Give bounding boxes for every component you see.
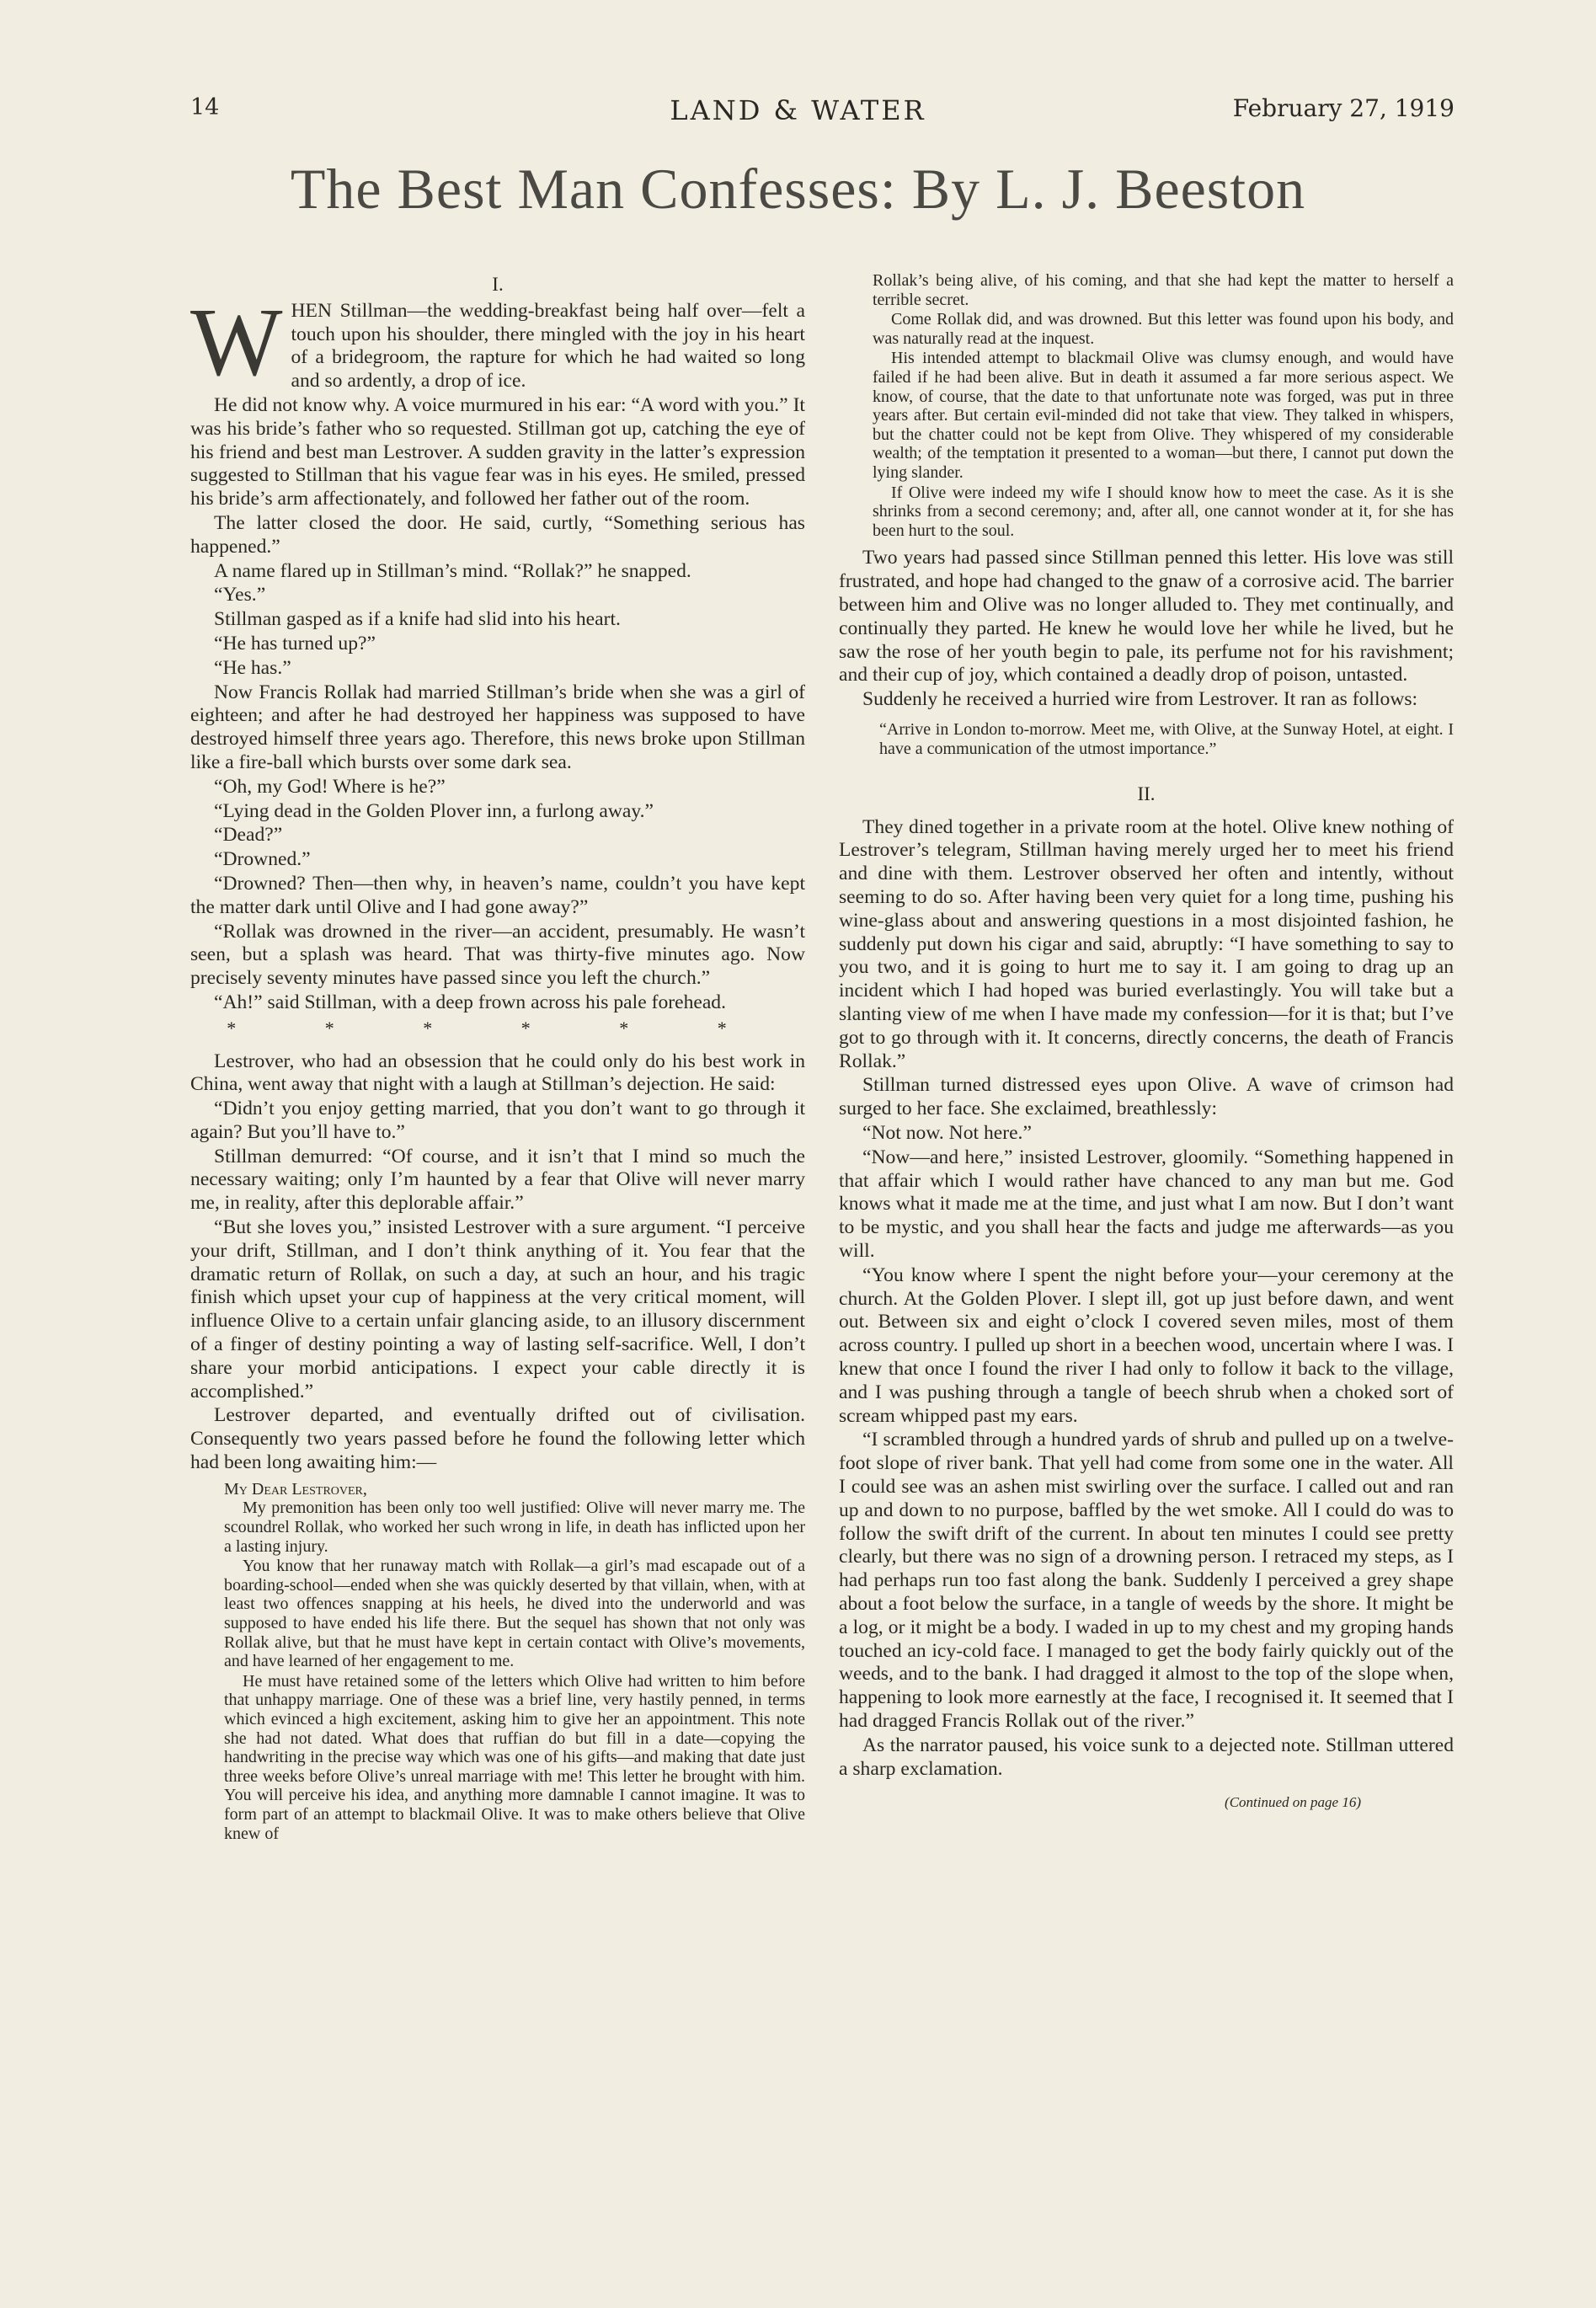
paragraph: “He has.” <box>214 656 291 679</box>
paragraph: They dined together in a private room at the hotel. Olive knew nothing of Lestrover’s telegram, Stillman having merely urged her to meet his friend and dine with them. Lestrover observed her often and intently, without seeming to do so. After having been very quiet for a long time, pushing his wine-glass about and answering questions in a most disjointed fashion, he suddenly put down his cigar and said, abruptly: “I have something to say to you two, and it is going to hurt me to say it. I am going to drag up an incident which I had hoped was buried everlastingly. You will take but a slanting view of me when I have made my confession—for it is that; but I’ve got to go through with it. It concerns, directly concerns, the death of Francis Rollak.” <box>839 815 1454 1072</box>
paragraph: Stillman turned distressed eyes upon Olive. A wave of crimson had surged to her face. She exclaimed, breathlessly: <box>839 1074 1454 1120</box>
paragraph: “Lying dead in the Golden Plover inn, a furlong away.” <box>214 799 654 822</box>
paragraph: “Dead?” <box>214 824 283 847</box>
paragraph: “Now—and here,” insisted Lestrover, gloomily. “Something happened in that affair which I would rather have chanced to any man but me. God knows what it made me at the time, and just what I am now. But I don’t want to be mystic, and you shall hear the facts and judge me afterwards—as you will. <box>839 1146 1454 1263</box>
paragraph: Lestrover, who had an obsession that he could only do his best work in China, went away that night with a laugh at Stillman’s dejection. He said: <box>190 1050 805 1096</box>
letter-paragraph: You know that her runaway match with Rollak—a girl’s mad escapade out of a boarding-school—ended when she was quickly deserted by that villain, when, with at least two offences snapping at his heels, he dived into the underworld and was supposed to have ended his life there. But the sequel has shown that not only was Rollak alive, but that he must have kept in certain contact with Olive’s movements, and have learned of her engagement to me. <box>224 1557 805 1671</box>
paragraph: Stillman gasped as if a knife had slid into his heart. <box>214 608 621 631</box>
paragraph: “Oh, my God! Where is he?” <box>214 775 446 798</box>
paragraph: Suddenly he received a hurried wire from Lestrover. It ran as follows: <box>862 688 1418 711</box>
paragraph: “Not now. Not here.” <box>862 1122 1032 1145</box>
paragraph: A name flared up in Stillman’s mind. “Rollak?” he snapped. <box>214 559 691 582</box>
article-title: The Best Man Confesses: By L. J. Beeston <box>290 157 1306 221</box>
journal-name: LAND & WATER <box>670 94 926 126</box>
letter-paragraph: He must have retained some of the letters which Olive had written to him before that unhappy marriage. One of these was a brief line, very hastily penned, in terms which evinced a high excitement, asking him to give her an appointment. This note she had not dated. What does that ruffian do but fill in a date—copying the handwriting in the precise way which was one of his gifts—and making that date just three weeks before Olive’s unreal marriage with me! This letter he brought with him. You will perceive his idea, and anything more damnable I cannot imagine. It was to form part of an attempt to blackmail Olive. It was to make others believe that Olive knew of <box>224 1671 805 1843</box>
paragraph: As the narrator paused, his voice sunk to a dejected note. Stillman uttered a sharp exclamation. <box>839 1734 1454 1780</box>
page-number: 14 <box>190 94 220 120</box>
paragraph: “Rollak was drowned in the river—an accident, presumably. He wasn’t seen, but a splash was heard. That was thirty-five minutes ago. Now precisely seventy minutes have passed since you left the church.” <box>190 920 805 990</box>
drop-cap: W <box>190 288 283 397</box>
paragraph: Lestrover departed, and eventually drifted out of civilisation. Consequently two years passed before he found the following letter which had been long awaiting him:— <box>190 1404 805 1474</box>
paragraph: “Drowned? Then—then why, in heaven’s name, couldn’t you have kept the matter dark until Olive and I had gone away?” <box>190 872 805 918</box>
right-column <box>839 271 1454 2217</box>
letter-salutation: My Dear Lestrover, <box>224 1479 367 1499</box>
paragraph: Stillman demurred: “Of course, and it isn’t that I mind so much the necessary waiting; only I’m haunted by a fear that Olive will never marry me, in reality, after this deplorable affair.” <box>190 1145 805 1215</box>
letter-paragraph: If Olive were indeed my wife I should know how to meet the case. As it is she shrinks from a second ceremony; and, after all, one cannot wonder at it, for she has been hurt to the soul. <box>873 483 1454 540</box>
telegram-text: “Arrive in London to-morrow. Meet me, with Olive, at the Sunway Hotel, at eight. I have a communication of the utmost importance.” <box>879 719 1454 758</box>
issue-date: February 27, 1919 <box>1232 94 1455 122</box>
paragraph: “Yes.” <box>214 584 266 606</box>
page-header <box>0 94 1596 136</box>
paragraph-text: HEN Stillman—the wedding-breakfast being half over—felt a touch upon his shoulder, there mingled with the joy in his heart of a bridegroom, the rapture for which he had waited so long and so ardently, a drop of ice. <box>291 299 805 393</box>
paragraph: The latter closed the door. He said, curtly, “Something serious has happened.” <box>190 511 805 558</box>
paragraph: Now Francis Rollak had married Stillman’s bride when she was a girl of eighteen; and after he had destroyed her happiness was supposed to have destroyed himself three years ago. Therefore, this news broke upon Stillman like a fire-ball which bursts over some dark sea. <box>190 681 805 773</box>
letter-paragraph: My premonition has been only too well justified: Olive will never marry me. The scoundrel Rollak, who worked her such wrong in life, in death has inflicted upon her a lasting injury. <box>224 1499 805 1556</box>
paragraph: “He has turned up?” <box>214 632 376 654</box>
letter-paragraph: Rollak’s being alive, of his coming, and that she had kept the matter to herself a terrible secret. <box>873 271 1454 309</box>
paragraph: “I scrambled through a hundred yards of shrub and pulled up on a twelve-foot slope of river bank. That yell had come from some one in the water. All I could see was an ashen mist swirling over the surface. I called out and ran up and down to no purpose, baffled by the wet smoke. All I could do was to follow the swift drift of the current. In about ten minutes I could see pretty clearly, but there was no sign of a drowning person. I retraced my steps, as I had perhaps run too fast along the bank. Suddenly I perceived a grey shape about a foot below the surface, in a tangle of weeds by the shore. It might be a log, or it might be a body. I waded in up to my chest and my groping hands touched an icy-cold face. I managed to get the body fairly quickly out of the weeds, and to the bank. I had dragged it almost to the top of the slope when, happening to look more earnestly at the face, I recognised it. It seemed that I had dragged Francis Rollak out of the river.” <box>839 1429 1454 1732</box>
paragraph: He did not know why. A voice murmured in his ear: “A word with you.” It was his bride’s father who so requested. Stillman got up, catching the eye of his friend and best man Lestrover. A sudden gravity in the latter’s expression suggested to Stillman that his vague fear was in his eyes. He smiled, pressed his bride’s arm affectionately, and followed her father out of the room. <box>190 393 805 510</box>
paragraph: “Didn’t you enjoy getting married, that you don’t want to go through it again? But you’ll have to.” <box>190 1098 805 1143</box>
letter-paragraph: Come Rollak did, and was drowned. But this letter was found upon his body, and was naturally read at the inquest. <box>873 310 1454 348</box>
continued-note: (Continued on page 16) <box>1225 1794 1361 1811</box>
letter-paragraph: His intended attempt to blackmail Olive was clumsy enough, and would have failed if he had been alive. But in death it assumed a far more serious aspect. We know, of course, that the date to that unfortunate note was forged, was put in three years after. But certain evil-minded did not take that view. They talked in whispers, but the chatter could not be kept from Olive. They whispered of my considerable wealth; of the temptation it presented to a woman—but there, I cannot put down the lying slander. <box>873 349 1454 482</box>
paragraph: “But she loves you,” insisted Lestrover with a sure argument. “I perceive your drift, Stillman, and I don’t think anything of it. You fear that the dramatic return of Rollak, on such a day, at such an hour, and his tragic finish which upset your cup of happiness at the very critical moment, will influence Olive to a certain unfair glancing aside, to an illusory discernment of a finger of destiny pointing a way of lasting self-sacrifice. Well, I don’t share your morbid anticipations. I expect your cable directly it is accomplished.” <box>190 1216 805 1402</box>
paragraph: Two years had passed since Stillman penned this letter. His love was still frustrated, and hope had changed to the gnaw of a corrosive acid. The barrier between him and Olive was no longer alluded to. They met continually, and continually they parted. He knew he would love her while he lived, but he saw the rose of her youth begin to pale, its perfume not for his ravishment; and their cup of joy, which contained a deadly drop of poison, untasted. <box>839 547 1454 687</box>
paragraph: “You know where I spent the night before your—your ceremony at the church. At the Golden Plover. I slept ill, got up just before dawn, and went out. Between six and eight o’clock I covered seven miles, most of them across country. I pulled up short in a beechen wood, uncertain where I was. I knew that once I found the river I had only to follow it back to the village, and I was pushing through a tangle of beech shrub when a choked sort of scream whipped past my ears. <box>839 1264 1454 1427</box>
left-column <box>190 268 805 2214</box>
section-number-two: II. <box>1137 783 1156 804</box>
section-break-stars: * * * * * * <box>227 1017 769 1039</box>
section-number-one: I. <box>492 274 504 295</box>
paragraph: “Drowned.” <box>214 848 311 871</box>
paragraph <box>190 288 805 397</box>
paragraph: “Ah!” said Stillman, with a deep frown across his pale forehead. <box>214 991 726 1013</box>
